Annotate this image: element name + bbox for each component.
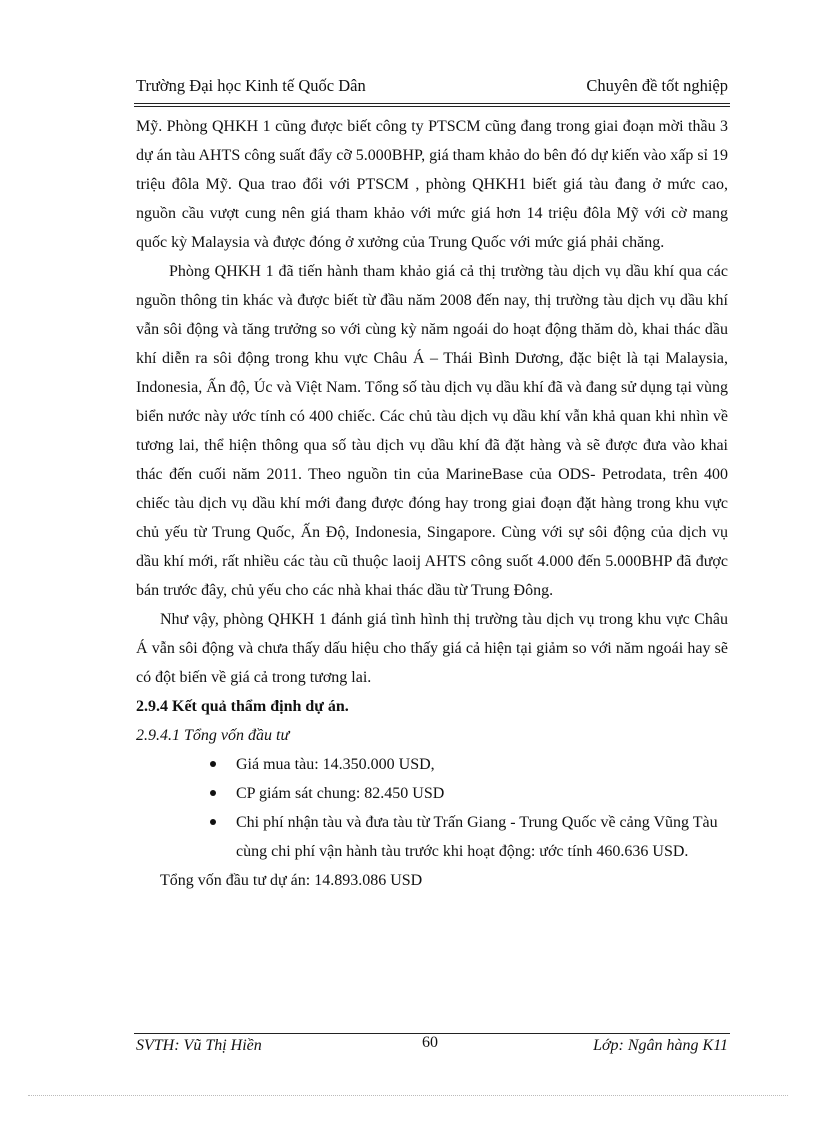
list-item-text: Giá mua tàu: 14.350.000 USD,: [236, 756, 435, 773]
page-number: 60: [422, 1034, 438, 1051]
total-investment: Tổng vốn đầu tư dự án: 14.893.086 USD: [160, 872, 423, 889]
list-item: [236, 779, 728, 808]
bullet-icon: [210, 790, 216, 796]
list-item-text: CP giám sát chung: 82.450 USD: [236, 785, 445, 802]
page-edge-divider: [28, 1095, 788, 1096]
page-header: [136, 76, 728, 96]
bullet-icon: [210, 819, 216, 825]
bullet-icon: [210, 761, 216, 767]
paragraph-3: Như vậy, phòng QHKH 1 đánh giá tình hình thị trường tàu dịch vụ trong khu vực Châu Á vẫn sôi động và chưa thấy dấu hiệu cho thấy giá cả hiện tại giảm so với năm ngoái hay sẽ có đột biến về giá cả trong tương lai.: [136, 611, 728, 686]
footer-student: SVTH: Vũ Thị Hiền: [136, 1037, 262, 1054]
list-item: [236, 808, 728, 866]
list-item-text: Chi phí nhận tàu và đưa tàu từ Trấn Giang - Trung Quốc về cảng Vũng Tàu cùng chi phí vận hành tàu trước khi hoạt động: ước tính 460.636 USD.: [236, 814, 718, 860]
header-report-type: Chuyên đề tốt nghiệp: [586, 76, 728, 95]
header-university: Trường Đại học Kinh tế Quốc Dân: [136, 76, 366, 95]
footer-class: Lớp: Ngân hàng K11: [593, 1037, 728, 1054]
paragraph-2: Phòng QHKH 1 đã tiến hành tham khảo giá cả thị trường tàu dịch vụ dầu khí qua các nguồn thông tin khác và được biết từ đầu năm 2008 đến nay, thị trường tàu dịch vụ dầu khí vẫn sôi động và tăng trưởng so với cùng kỳ năm ngoái do hoạt động thăm dò, khai thác dầu khí diễn ra sôi động trong khu vực Châu Á – Thái Bình Dương, đặc biệt là tại Malaysia, Indonesia, Ấn độ, Úc và Việt Nam. Tổng số tàu dịch vụ dầu khí đã và đang sử dụng tại vùng biển nước này ước tính có 400 chiếc. Các chủ tàu dịch vụ dầu khí vẫn khả quan khi nhìn về tương lai, thể hiện thông qua số tàu dịch vụ dầu khí đã đặt hàng và sẽ được đưa vào khai thác đến cuối năm 2011. Theo nguồn tin của MarineBase của ODS- Petrodata, trên 400 chiếc tàu dịch vụ dầu khí mới đang được đóng hay trong giai đoạn đặt hàng trong khu vực chủ yếu từ Trung Quốc, Ấn Độ, Indonesia, Singapore. Cùng với sự sôi động của dịch vụ dầu khí mới, rất nhiều các tàu cũ thuộc laoij AHTS công suốt 4.000 đến 5.000BHP đã được bán trước đây, chủ yếu cho các nhà khai thác dầu từ Trung Đông.: [136, 263, 728, 599]
subsection-heading: 2.9.4.1 Tổng vốn đầu tư: [136, 727, 290, 744]
list-item: [236, 750, 728, 779]
header-divider-double: [134, 106, 730, 107]
investment-list: [136, 750, 728, 866]
paragraph-1: Mỹ. Phòng QHKH 1 cũng được biết công ty PTSCM cũng đang trong giai đoạn mời thầu 3 dự án tàu AHTS công suất đẩy cỡ 5.000BHP, giá tham khảo do bên đó dự kiến vào xấp sỉ 19 triệu đôla Mỹ. Qua trao đổi với PTSCM , phòng QHKH1 biết giá tàu đang ở mức cao, nguồn cầu vượt cung nên giá tham khảo với mức giá hơn 14 triệu đôla Mỹ với cờ mang quốc kỳ Malaysia và được đóng ở xưởng của Trung Quốc với mức giá phải chăng.: [136, 118, 728, 251]
page-body: [136, 112, 728, 895]
header-divider: [134, 103, 730, 104]
section-heading: 2.9.4 Kết quả thẩm định dự án.: [136, 698, 349, 715]
